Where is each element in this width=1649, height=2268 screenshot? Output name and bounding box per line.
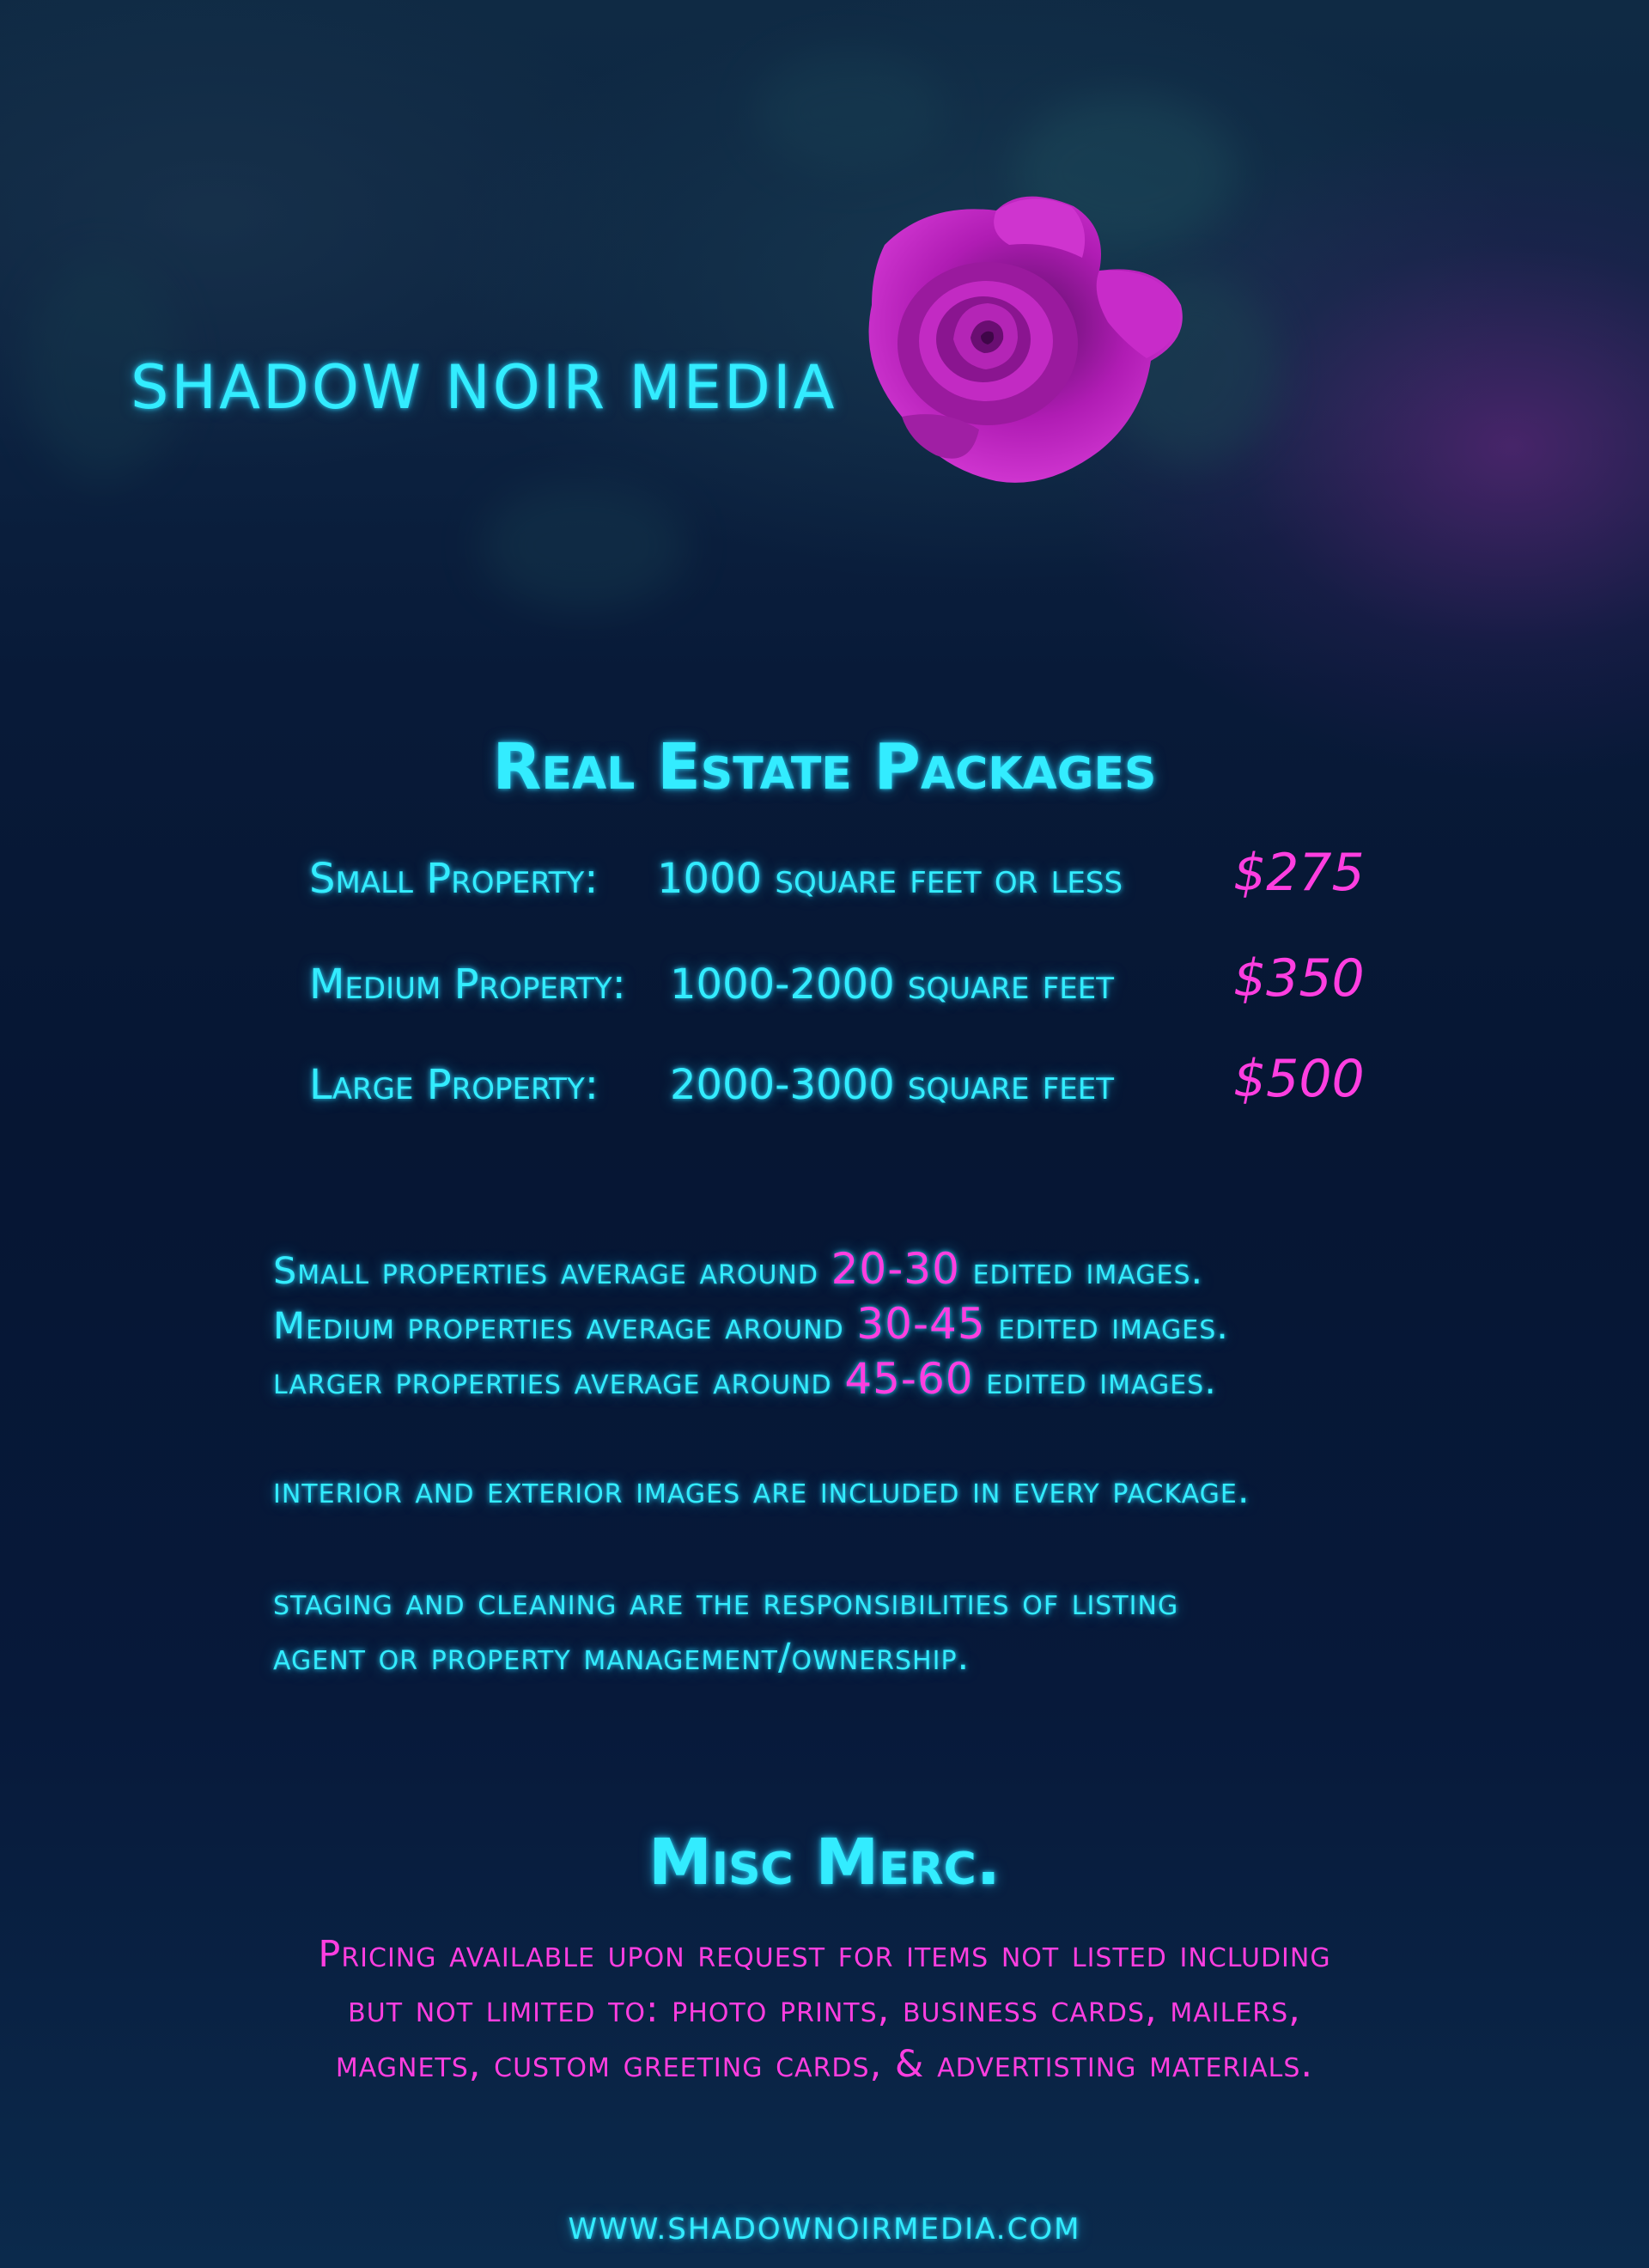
note-text: edited images.: [998, 1305, 1229, 1348]
image-count-range: 20-30: [831, 1244, 960, 1294]
note-text: Small properties average around: [273, 1250, 818, 1293]
package-name: Large Property:: [309, 1061, 599, 1109]
package-price: $500: [1233, 1049, 1365, 1109]
package-name: Small Property:: [309, 855, 599, 903]
package-price: $350: [1233, 948, 1365, 1009]
brand-title: SHADOW NOIR MEDIA: [131, 352, 837, 423]
image-count-range: 30-45: [856, 1299, 986, 1349]
note-medium-images: [273, 1299, 1229, 1349]
package-description: 1000 square feet or less: [657, 855, 1123, 903]
misc-text-line-3: magnets, custom greeting cards, & advertisting materials.: [335, 2043, 1314, 2086]
real-estate-packages-title: Real Estate Packages: [492, 730, 1157, 804]
note-included: interior and exterior images are included in every package.: [273, 1469, 1250, 1512]
note-staging-line-1: staging and cleaning are the responsibilities of listing: [273, 1581, 1179, 1624]
package-description: 2000-3000 square feet: [670, 1061, 1115, 1109]
note-small-images: [273, 1244, 1203, 1294]
rose-logo: [850, 193, 1194, 503]
misc-text-line-2: but not limited to: photo prints, business cards, mailers,: [348, 1988, 1301, 2031]
note-text: larger properties average around: [273, 1360, 832, 1403]
note-text: edited images.: [986, 1360, 1217, 1403]
package-name: Medium Property:: [309, 960, 626, 1009]
misc-text-line-1: Pricing available upon request for items not listed including: [318, 1933, 1331, 1976]
note-text: edited images.: [972, 1250, 1204, 1293]
note-large-images: [273, 1354, 1217, 1404]
note-text: Medium properties average around: [273, 1305, 844, 1348]
image-count-range: 45-60: [844, 1354, 974, 1404]
background-foliage: [481, 481, 687, 610]
website-link[interactable]: WWW.SHADOWNOIRMEDIA.COM: [568, 2212, 1081, 2247]
note-staging-line-2: agent or property management/ownership.: [273, 1636, 971, 1679]
package-price: $275: [1233, 843, 1365, 903]
package-description: 1000-2000 square feet: [670, 960, 1115, 1009]
misc-merc-title: Misc Merc.: [648, 1826, 1001, 1899]
background-foliage: [756, 52, 945, 172]
